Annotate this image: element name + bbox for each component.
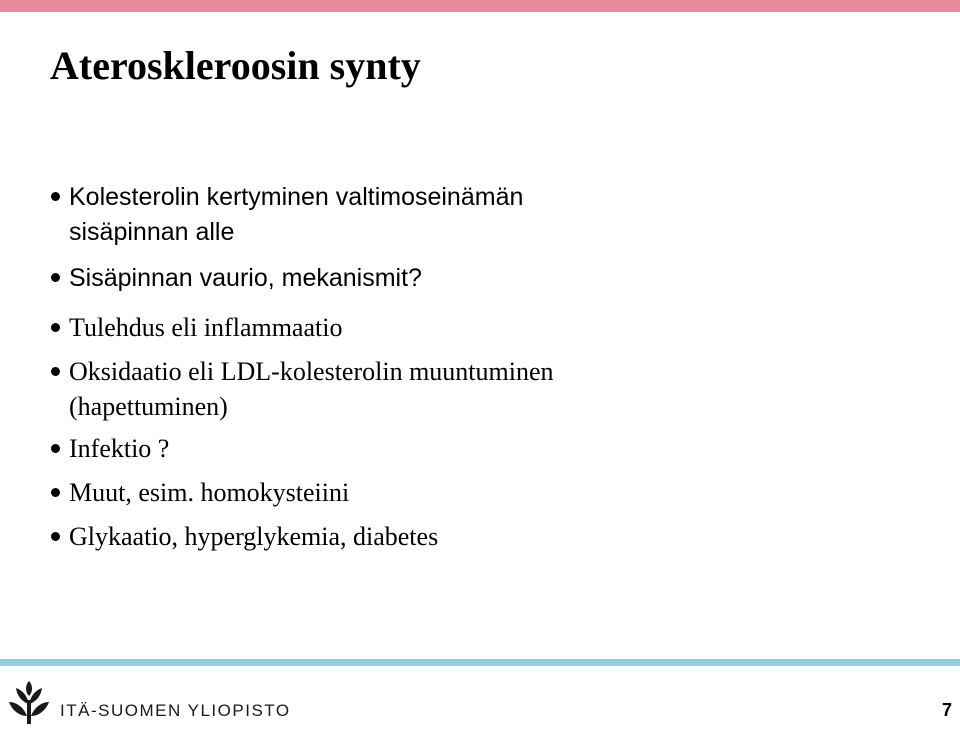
bullet-dot (51, 488, 60, 497)
bullet-list (50, 178, 930, 556)
bullet-text: Oksidaatio eli LDL-kolesterolin muuntuminen (69, 357, 554, 386)
bullet-dot (51, 192, 60, 201)
bullet-text: Infektio ? (69, 434, 170, 463)
bullet-dot (51, 367, 60, 376)
top-accent-bar (0, 0, 960, 12)
bullet-text-continued: sisäpinnan alle (69, 218, 235, 246)
bullet-item (50, 178, 930, 251)
bullet-text: Tulehdus eli inflammaatio (69, 313, 343, 342)
bullet-item (50, 353, 930, 426)
bullet-dot (51, 323, 60, 332)
bullet-item (50, 474, 930, 512)
bullet-item (50, 259, 930, 297)
bullet-dot (51, 532, 60, 541)
bullet-dot (51, 444, 60, 453)
bullet-item (50, 518, 930, 556)
organization-name: ITÄ-SUOMEN YLIOPISTO (60, 701, 291, 720)
bullet-text: Glykaatio, hyperglykemia, diabetes (69, 522, 439, 551)
bullet-dot (51, 273, 60, 282)
bullet-text: Kolesterolin kertyminen valtimoseinämän (69, 183, 524, 211)
bullet-text: Muut, esim. homokysteiini (69, 478, 350, 507)
bullet-text: Sisäpinnan vaurio, mekanismit? (69, 264, 422, 292)
page-number: 7 (941, 700, 952, 720)
university-logo-icon (8, 680, 50, 726)
bullet-item (50, 430, 930, 468)
slide-title: Ateroskleroosin synty (50, 43, 421, 88)
bullet-text-continued: (hapettuminen) (69, 392, 228, 421)
bullet-item (50, 309, 930, 347)
bottom-accent-bar (0, 659, 960, 666)
